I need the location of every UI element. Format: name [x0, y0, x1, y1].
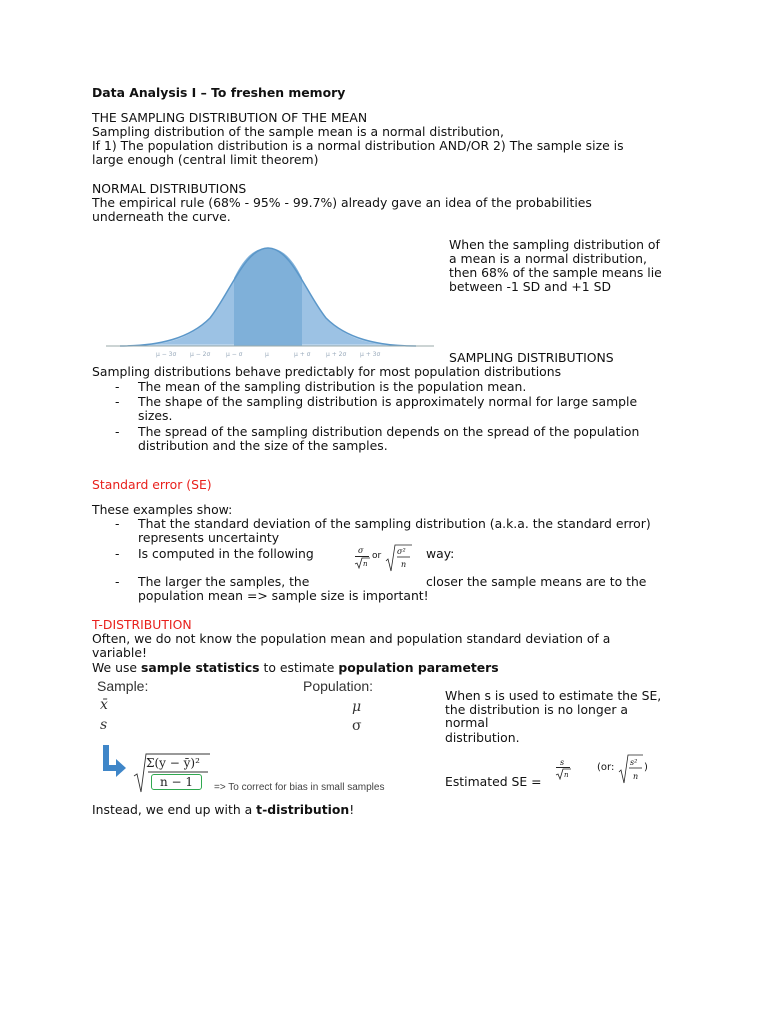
bullet-text: distribution and the size of the samples.: [138, 438, 388, 453]
normal-curve-figure: [100, 238, 440, 363]
page-title: Data Analysis I – To freshen memory: [92, 85, 346, 100]
formula-sigma2: σ²: [397, 547, 406, 556]
estimated-se-formula: [554, 756, 654, 786]
paragraph-line: We use sample statistics to estimate population parameters: [92, 660, 499, 675]
formula-n: n: [564, 771, 569, 779]
bullet-dash: -: [115, 546, 120, 561]
table-pop-sigma: σ: [352, 718, 362, 734]
paragraph-line: variable!: [92, 645, 147, 660]
section-heading-sampling-mean: THE SAMPLING DISTRIBUTION OF THE MEAN: [92, 110, 368, 125]
formula-sigma: σ: [358, 546, 364, 555]
bullet-text: closer the sample means are to the: [426, 574, 647, 589]
table-sample-xbar: x̄: [100, 697, 108, 713]
axis-tick-label: μ − 3σ: [156, 351, 177, 358]
section-heading-standard-error: Standard error (SE): [92, 477, 212, 492]
bullet-text: Is computed in the following: [138, 546, 314, 561]
bullet-text: represents uncertainty: [138, 530, 280, 545]
side-text-line: When s is used to estimate the SE,: [445, 688, 662, 703]
bullet-text: The mean of the sampling distribution is the population mean.: [138, 379, 527, 394]
formula-denominator-box: n − 1: [151, 774, 202, 790]
formula-n: n: [401, 560, 407, 569]
section-heading-t-distribution: T-DISTRIBUTION: [92, 617, 192, 632]
axis-tick-label: μ − σ: [226, 351, 243, 358]
estimated-se-label: Estimated SE =: [445, 774, 542, 789]
paragraph-line: Instead, we end up with a t-distribution!: [92, 802, 355, 817]
axis-tick-label: μ + 2σ: [326, 351, 347, 358]
bullet-text: The shape of the sampling distribution is approximately normal for large sample: [138, 394, 638, 409]
paragraph-line: Sampling distribution of the sample mean is a normal distribution,: [92, 124, 504, 139]
paragraph-line: These examples show:: [92, 502, 233, 517]
paragraph-line: Often, we do not know the population mean and population standard deviation of a: [92, 631, 611, 646]
formula-n: n: [363, 560, 368, 568]
bullet-text: That the standard deviation of the sampling distribution (a.k.a. the standard error): [138, 516, 651, 531]
formula-s: s: [560, 758, 565, 767]
formula-or-label: (or:: [597, 762, 615, 773]
side-text-line: normal: [445, 715, 489, 730]
side-text-line: between -1 SD and +1 SD: [449, 279, 612, 294]
bullet-dash: -: [115, 516, 120, 531]
formula-numerator: Σ(y − ȳ)²: [146, 756, 200, 770]
paragraph-line: If 1) The population distribution is a normal distribution AND/OR 2) The sample size is: [92, 138, 624, 153]
se-formula: [354, 544, 412, 574]
bullet-dash: -: [115, 394, 120, 409]
side-text-line: the distribution is no longer a: [445, 702, 629, 717]
side-text-line: then 68% of the sample means lie: [449, 265, 662, 280]
side-text-line: distribution.: [445, 730, 520, 745]
axis-tick-label: μ: [265, 351, 269, 358]
formula-note: => To correct for bias in small samples: [214, 782, 385, 793]
formula-close: ): [644, 762, 648, 773]
paragraph-line: underneath the curve.: [92, 209, 231, 224]
table-head-sample: Sample:: [97, 678, 149, 694]
bullet-dash: -: [115, 574, 120, 589]
bullet-text: population mean => sample size is important!: [138, 588, 429, 603]
bullet-text: The spread of the sampling distribution depends on the spread of the population: [138, 424, 640, 439]
bullet-dash: -: [115, 379, 120, 394]
formula-n: n: [633, 772, 639, 781]
axis-tick-label: μ + 3σ: [360, 351, 381, 358]
section-heading-sampling-distributions: SAMPLING DISTRIBUTIONS: [449, 350, 614, 365]
table-sample-s: s: [100, 717, 108, 733]
side-text-line: a mean is a normal distribution,: [449, 251, 647, 266]
formula-or: or: [372, 551, 382, 561]
bullet-text: The larger the samples, the: [138, 574, 310, 589]
side-text-line: When the sampling distribution of: [449, 237, 660, 252]
paragraph-line: The empirical rule (68% - 95% - 99.7%) already gave an idea of the probabilities: [92, 195, 592, 210]
table-head-population: Population:: [303, 678, 374, 694]
bullet-dash: -: [115, 424, 120, 439]
paragraph-line: Sampling distributions behave predictably for most population distributions: [92, 364, 562, 379]
table-pop-mu: μ: [352, 699, 362, 715]
axis-tick-label: μ + σ: [294, 351, 311, 358]
bullet-text: way:: [426, 546, 455, 561]
section-heading-normal: NORMAL DISTRIBUTIONS: [92, 181, 247, 196]
formula-s2: s²: [630, 758, 638, 767]
axis-tick-label: μ − 2σ: [190, 351, 211, 358]
paragraph-line: large enough (central limit theorem): [92, 152, 319, 167]
bullet-text: sizes.: [138, 408, 173, 423]
arrow-icon: [103, 745, 127, 779]
